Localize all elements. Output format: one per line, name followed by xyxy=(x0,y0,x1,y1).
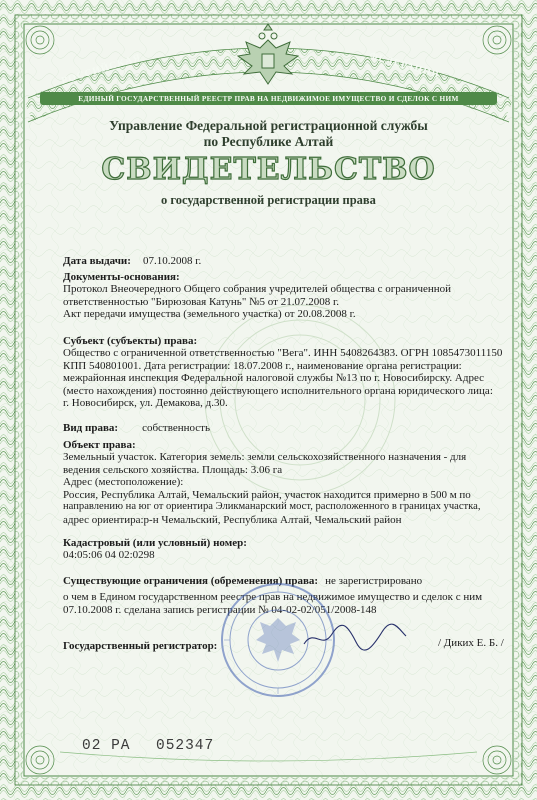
object-line: направлению на юг от ориентира Эликманарский мост, расположенного в границах участка, xyxy=(63,501,481,512)
cadastral-number: 04:05:06 04 02:0298 xyxy=(63,549,155,561)
registrar-name: / Диких Е. Б. / xyxy=(438,637,504,649)
registrar-label: Государственный регистратор: xyxy=(63,640,218,652)
right-type-label: Вид права: xyxy=(63,422,119,434)
object-section xyxy=(63,439,521,526)
issue-date-value: 07.10.2008 г. xyxy=(142,255,202,267)
right-type-value: собственность xyxy=(142,422,210,434)
subject-line: (место нахождения) постоянно действующего исполнительного органа юридического лица: xyxy=(63,384,493,397)
issue-date-label: Дата выдачи: xyxy=(63,255,131,267)
certificate-title: СВИДЕТЕЛЬСТВО xyxy=(101,152,436,187)
registry-line: ЕДИНЫЙ ГОСУДАРСТВЕННЫЙ РЕЕСТР ПРАВ НА НЕДВИЖИМОЕ ИМУЩЕСТВО И СДЕЛОК С НИМ xyxy=(40,92,497,105)
basis-line: Протокол Внеочередного Общего собрания учредителей общества с ограниченной xyxy=(63,283,452,295)
object-line: Земельный участок. Категория земель: земли сельскохозяйственного назначения - для xyxy=(63,451,467,463)
basis-line: ответственностью "Бирюзовая Катунь" №5 от 21.07.2008 г. xyxy=(63,295,339,308)
restrictions-label: Существующие ограничения (обременения) права: xyxy=(63,575,319,587)
certificate-subtitle: о государственной регистрации права xyxy=(161,193,376,207)
right-type-row xyxy=(63,418,518,436)
object-line: ведения сельского хозяйства. Площадь: 3.06 га xyxy=(63,463,283,476)
office-name-line2: по Республике Алтай xyxy=(203,134,334,149)
object-line: Адрес (местоположение): xyxy=(63,476,184,488)
object-line: Россия, Республика Алтай, Чемальский район, участок находится примерно в 500 м по xyxy=(63,488,471,501)
basis-line: Акт передачи имущества (земельного участка) от 20.08.2008 г. xyxy=(63,308,356,320)
office-name-line1: Управление Федеральной регистрационной службы xyxy=(109,118,428,133)
record-line: 07.10.2008 г. сделана запись регистрации № 04-02-02/051/2008-148 xyxy=(63,603,377,616)
object-label: Объект права: xyxy=(63,439,136,451)
subject-line: г. Новосибирск, ул. Демакова, д.30. xyxy=(63,397,228,409)
registrar-signature xyxy=(300,622,410,652)
cadastral-label: Кадастровый (или условный) номер: xyxy=(63,537,247,549)
cadastral-section xyxy=(63,537,518,562)
form-series: 02 РА xyxy=(82,738,131,754)
basis-section xyxy=(63,271,518,321)
ribbon-left-text: РОССИЙСКАЯ xyxy=(60,52,143,87)
issue-date-row xyxy=(63,251,518,269)
form-number: 052347 xyxy=(156,738,215,754)
subject-section xyxy=(63,335,523,410)
record-line: о чем в Едином государственном реестре прав на недвижимое имущество и сделок с ним xyxy=(63,591,483,603)
subject-line: Общество с ограниченной ответственностью "Вега". ИНН 5408264383. ОГРН 1085473011150 xyxy=(63,347,503,359)
subject-line: КПП 540801001. Дата регистрации: 18.07.2008 г., наименование органа регистрации: xyxy=(63,359,462,372)
subject-label: Субъект (субъекты) права: xyxy=(63,335,198,347)
basis-label: Документы-основания: xyxy=(63,271,180,283)
ribbon-right-text: ФЕДЕРАЦИЯ xyxy=(367,50,441,81)
subject-line: межрайонная инспекция Федеральной налоговой службы №13 по г. Новосибирску. Адрес xyxy=(63,372,485,384)
object-line: адрес ориентира:р-н Чемальский, Республика Алтай, Чемальский район xyxy=(63,513,402,526)
restrictions-value: не зарегистрировано xyxy=(325,575,423,587)
